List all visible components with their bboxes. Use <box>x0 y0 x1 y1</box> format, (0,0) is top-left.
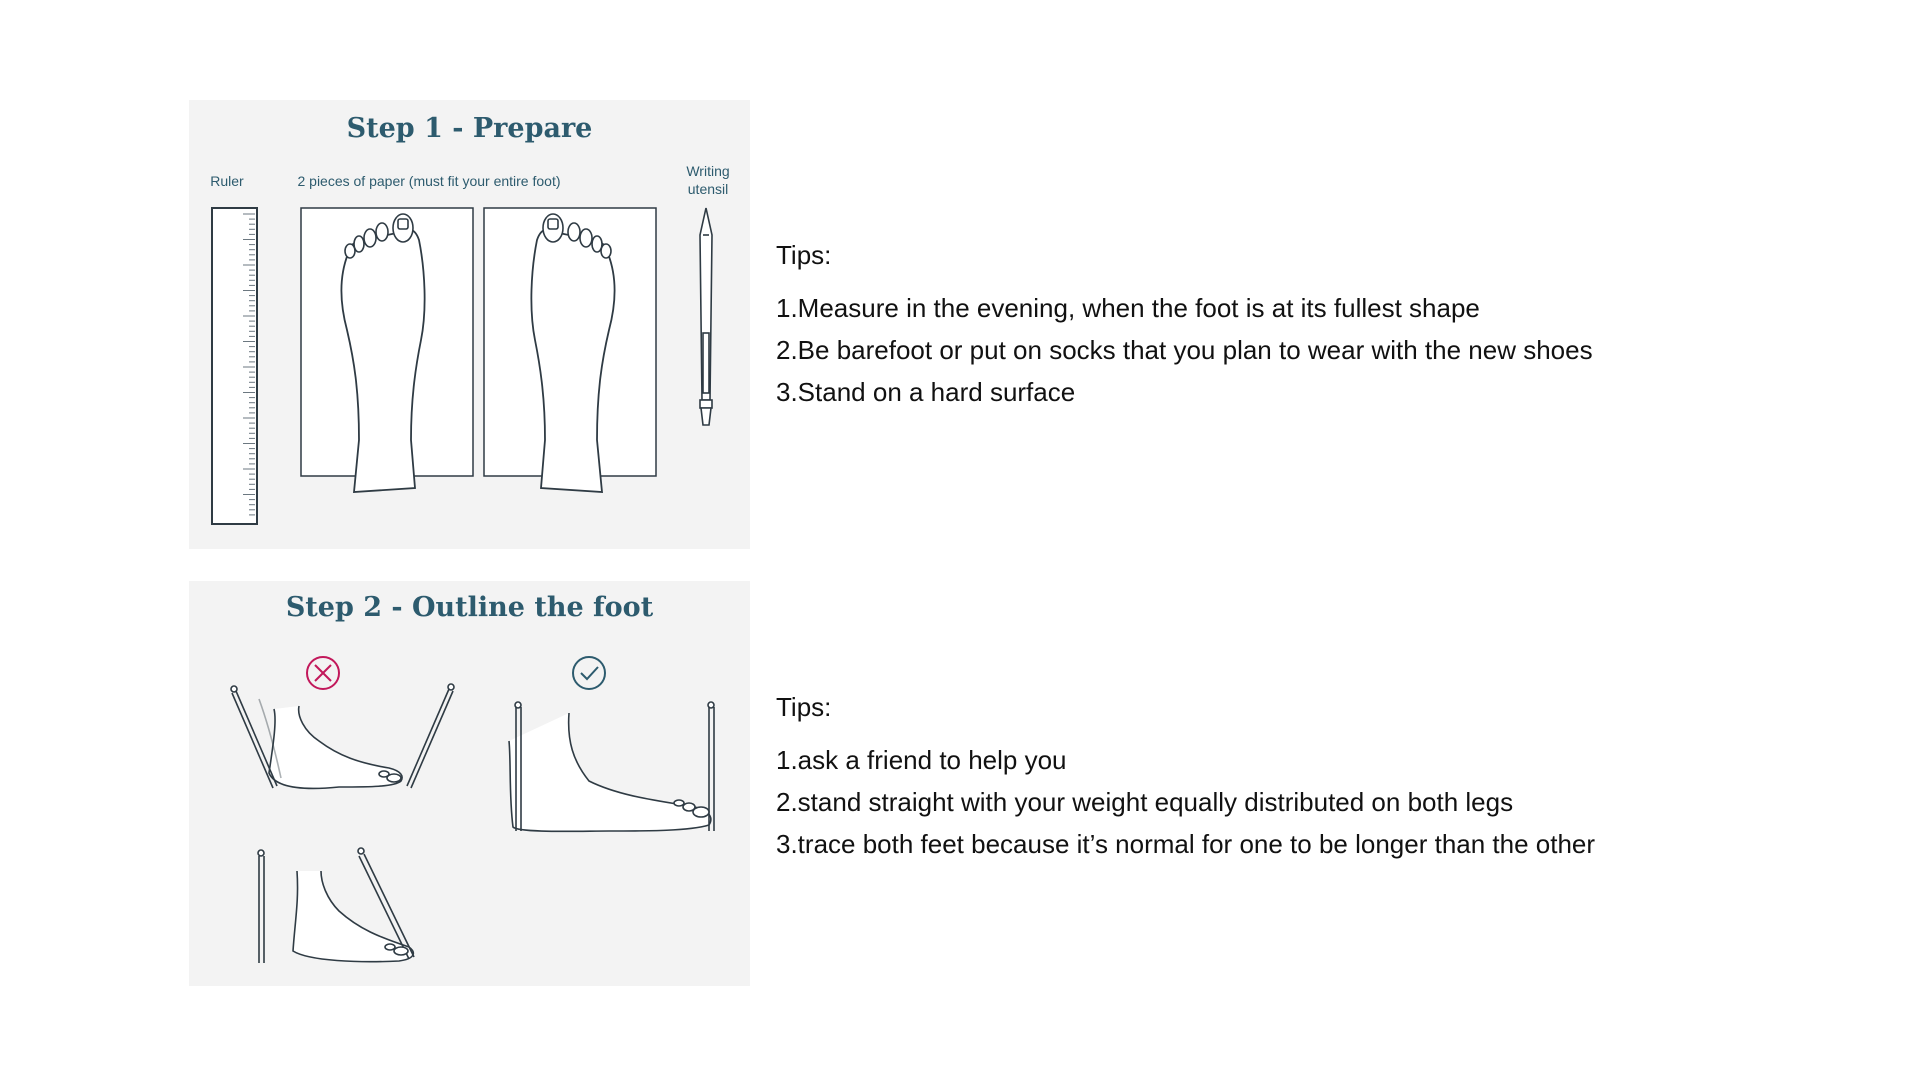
ruler-icon <box>212 208 257 524</box>
tips-outline <box>776 692 1856 865</box>
correct-tracing-foot <box>509 702 714 831</box>
utensil-label: Writing utensil <box>686 163 730 197</box>
tips-heading: Tips: <box>776 692 832 722</box>
paper-right-foot <box>484 208 656 492</box>
step2-drawing <box>189 581 750 986</box>
tips-list <box>776 739 1856 865</box>
tips-heading: Tips: <box>776 240 832 270</box>
tip-item: 3.trace both feet because it’s normal for one to be longer than the other <box>776 829 1596 859</box>
pencil-icon <box>700 208 712 425</box>
step2-illustration <box>189 581 750 986</box>
ruler-label: Ruler <box>210 173 244 189</box>
wrong-tracing-foot-1 <box>231 684 454 788</box>
x-circle-icon <box>307 657 339 689</box>
tip-item: 2.Be barefoot or put on socks that you plan to wear with the new shoes <box>776 335 1593 365</box>
check-circle-icon <box>573 657 605 689</box>
paper-left-foot <box>301 208 473 492</box>
tips-prepare <box>776 240 1856 413</box>
tip-item: 3.Stand on a hard surface <box>776 377 1076 407</box>
tip-item: 1.ask a friend to help you <box>776 745 1067 775</box>
step1-title: Step 1 - Prepare <box>346 113 593 144</box>
step1-illustration <box>189 100 750 549</box>
step2-title: Step 2 - Outline the foot <box>285 592 654 623</box>
step1-drawing <box>189 100 750 549</box>
tip-item: 2.stand straight with your weight equally distributed on both legs <box>776 787 1514 817</box>
wrong-tracing-foot-2 <box>258 848 414 963</box>
tip-item: 1.Measure in the evening, when the foot is at its fullest shape <box>776 293 1480 323</box>
paper-label: 2 pieces of paper (must fit your entire foot) <box>297 173 561 189</box>
tips-list <box>776 287 1856 413</box>
